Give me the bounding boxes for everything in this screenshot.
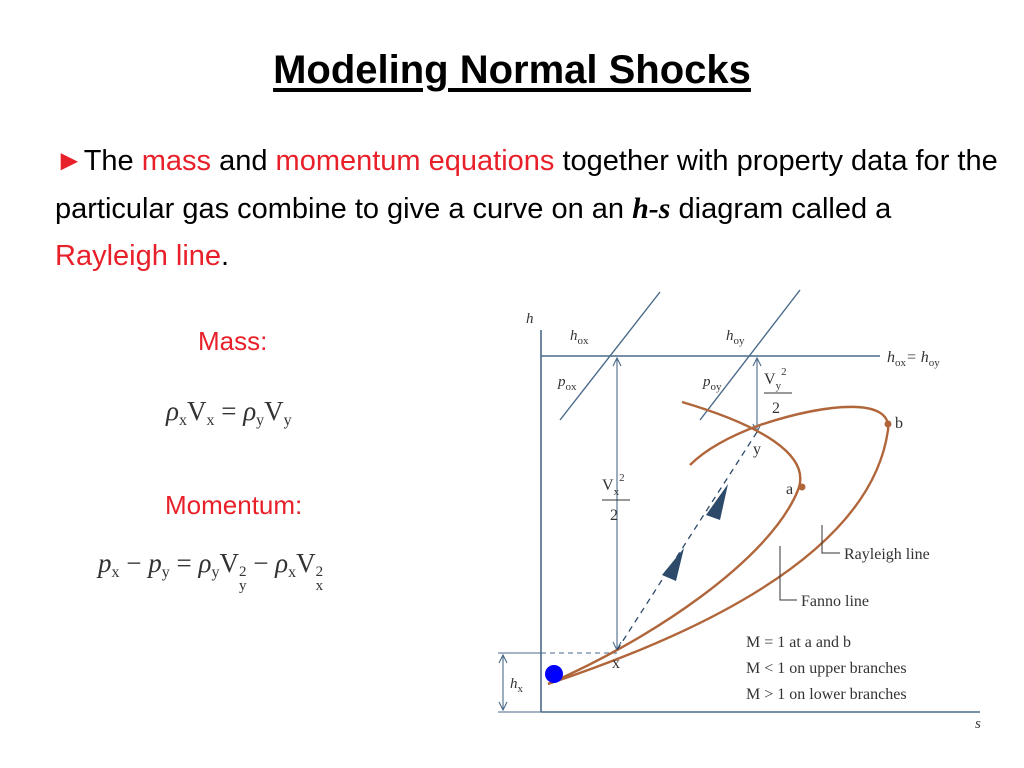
pox-label: $p_{ox}$	[558, 374, 577, 393]
slide-title: Modeling Normal Shocks	[273, 48, 751, 92]
h-axis-label: h	[526, 311, 534, 327]
svg-text:Vy2: $V_y^2$	[764, 366, 787, 392]
point-b-dot	[885, 421, 892, 428]
hx-label: $h_x$	[510, 676, 523, 695]
point-y-label: y	[753, 441, 761, 458]
point-b-label: b	[895, 415, 903, 432]
arrowhead-lower	[662, 548, 684, 581]
point-a-label: a	[786, 481, 794, 498]
momentum-label: Momentum:	[165, 490, 303, 520]
arrowhead-upper	[706, 484, 728, 520]
mass-label: Mass:	[198, 326, 268, 356]
s-axis-label: s	[975, 716, 981, 732]
hox-label: $h_{ox}$	[570, 328, 589, 347]
vx-squared-over-two	[602, 472, 630, 524]
momentum-equation: $p_x - p_y = \rho_yV$ 2 y − $\rho_xV$ 2 x	[98, 548, 324, 594]
note-1: M = 1 at a and b	[746, 634, 851, 651]
hs-term: h-s	[632, 192, 671, 225]
bullet-marker: ►	[55, 145, 84, 177]
blue-marker-dot	[545, 665, 563, 683]
point-a-dot	[799, 484, 806, 491]
vy-squared-over-two	[764, 366, 792, 417]
fanno-leader	[780, 546, 797, 600]
mass-highlight: mass	[141, 145, 212, 177]
svg-text:Vx2: $V_x^2$	[602, 472, 625, 498]
rayleigh-line-label: Rayleigh line	[844, 546, 930, 563]
svg-text:2: 2	[772, 400, 780, 417]
shock-path	[617, 432, 757, 650]
point-x-label: x	[612, 655, 620, 672]
momentum-highlight: momentum equations	[275, 145, 555, 177]
svg-text:2: 2	[610, 507, 618, 524]
mass-equation: $\rho_xV_x = \rho_yV_y$	[166, 396, 292, 429]
fanno-line-label: Fanno line	[801, 593, 869, 610]
note-2: M < 1 on upper branches	[746, 660, 907, 677]
poy-label: $p_{oy}$	[703, 374, 722, 393]
rayleigh-highlight: Rayleigh line	[55, 240, 222, 272]
bullet-paragraph: ►The mass and momentum equations together with property data for the particular gas combine to give a curve on an h-s diagram called a Rayleigh line.	[55, 145, 998, 272]
hoy-label: $h_{oy}$	[726, 328, 745, 347]
poy-isobar	[700, 290, 800, 420]
note-3: M > 1 on lower branches	[746, 686, 907, 703]
hox-equals-hoy-label: $h_{ox}= h_{oy}$	[887, 349, 940, 369]
